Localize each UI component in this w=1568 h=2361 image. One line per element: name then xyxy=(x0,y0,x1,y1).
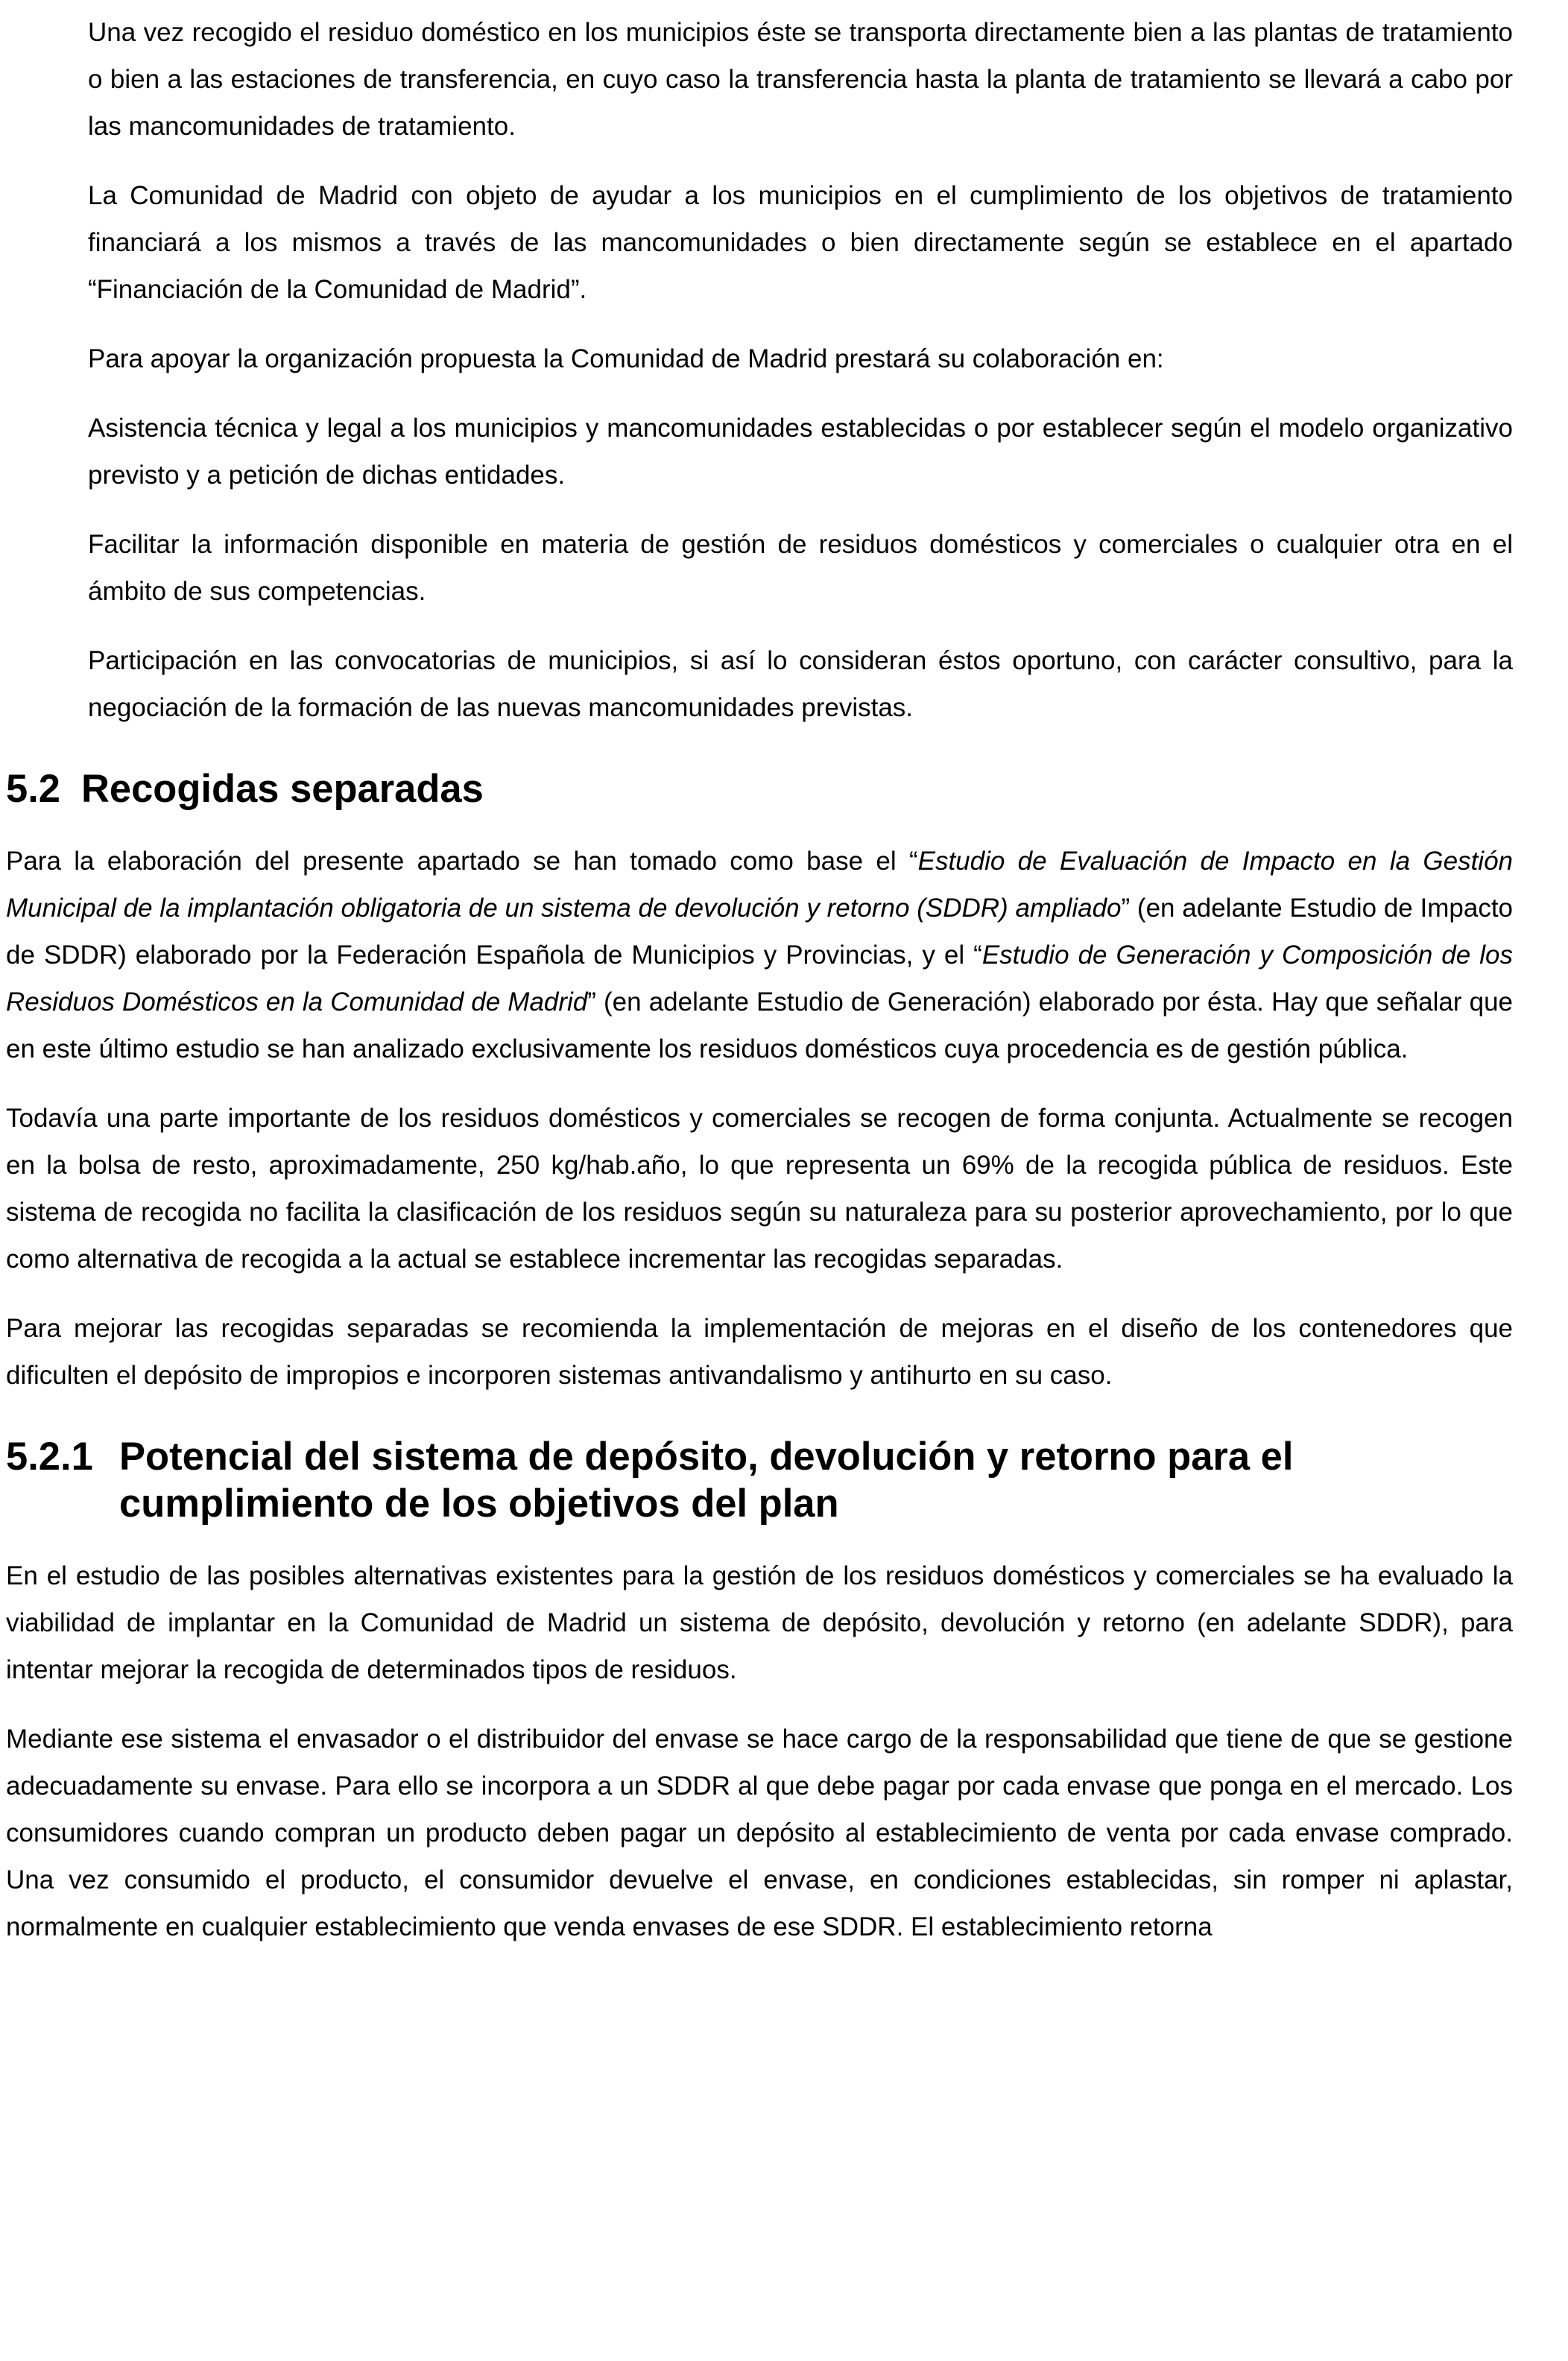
paragraph-information xyxy=(88,521,1513,615)
paragraph-financing xyxy=(88,172,1513,313)
paragraph-container-improvements xyxy=(6,1305,1513,1399)
text-run: Asistencia técnica y legal a los municipios y mancomunidades establecidas o por establecer según el modelo organizativo previsto y a petición de dichas entidades. xyxy=(88,414,1513,490)
paragraph-studies-base xyxy=(6,838,1513,1072)
paragraph-sddr-evaluation xyxy=(6,1552,1513,1693)
section-number: 5.2.1 xyxy=(6,1435,93,1479)
text-run: Participación en las convocatorias de municipios, si así lo consideran éstos oportuno, con carácter consultivo, para la negociación de la formación de las nuevas mancomunidades previstas. xyxy=(88,646,1513,722)
text-run: Una vez recogido el residuo doméstico en los municipios éste se transporta directamente bien a las plantas de tratamiento o bien a las estaciones de transferencia, en cuyo caso la transferencia hasta la planta de tratamiento se llevará a cabo por las mancomunidades de tratamiento. xyxy=(88,18,1513,141)
paragraph-technical-assistance xyxy=(88,405,1513,499)
section-number: 5.2 xyxy=(6,767,60,811)
text-run: La Comunidad de Madrid con objeto de ayudar a los municipios en el cumplimiento de los objetivos de tratamiento financiará a los mismos a través de las mancomunidades o bien directamente según se establece en el apartado “Financiación de la Comunidad de Madrid”. xyxy=(88,181,1513,304)
italic-text-run: Estudio de Generación y Composición de los Residuos Domésticos en la Comunidad de Madrid xyxy=(6,941,1513,1017)
paragraph-transport xyxy=(88,9,1513,150)
paragraph-sddr-mechanism xyxy=(6,1716,1513,1950)
text-run: Para la elaboración del presente apartado se han tomado como base el “ xyxy=(6,847,918,876)
italic-text-run: Estudio de Evaluación de Impacto en la Gestión Municipal de la implantación obligatoria de un sistema de devolución y retorno (SDDR) ampliado xyxy=(6,847,1514,923)
text-run: Mediante ese sistema el envasador o el distribuidor del envase se hace cargo de la responsabilidad que tiene de que se gestione adecuadamente su envase. Para ello se incorpora a un SDDR al que debe pagar por cada envase que ponga en el mercado. Los consumidores cuando compran un producto deben pagar un depósito al establecimiento de venta por cada envase comprado. Una vez consumido el producto, el consumidor devuelve el envase, en condiciones establecidas, sin romper ni aplastar, normalmente en cualquier establecimiento que venda envases de ese SDDR. El establecimiento retorna xyxy=(6,1725,1513,1941)
section-title: Recogidas separadas xyxy=(80,767,484,811)
paragraph-current-collection xyxy=(6,1095,1513,1283)
paragraph-participation xyxy=(88,637,1513,731)
text-run: ” (en adelante Estudio de Impacto de SDDR) elaborado por la Federación Española de Municipios y Provincias, y el “ xyxy=(6,894,1514,970)
text-run: Facilitar la información disponible en materia de gestión de residuos domésticos y comerciales o cualquier otra en el ámbito de sus competencias. xyxy=(88,530,1513,606)
text-run: ” (en adelante Estudio de Generación) elaborado por ésta. Hay que señalar que en este último estudio se han analizado exclusivamente los residuos domésticos cuya procedencia es de gestión pública. xyxy=(6,987,1514,1063)
section-heading-5-2 xyxy=(6,765,1513,812)
text-run: Para mejorar las recogidas separadas se recomienda la implementación de mejoras en el diseño de los contenedores que dificulten el depósito de impropios e incorporen sistemas antivandalismo y antihurto en su caso. xyxy=(6,1314,1513,1390)
text-run: En el estudio de las posibles alternativas existentes para la gestión de los residuos domésticos y comerciales se ha evaluado la viabilidad de implantar en la Comunidad de Madrid un sistema de depósito, devolución y retorno (en adelante SDDR), para intentar mejorar la recogida de determinados tipos de residuos. xyxy=(6,1561,1513,1684)
text-run: Todavía una parte importante de los residuos domésticos y comerciales se recogen de forma conjunta. Actualmente se recogen en la bolsa de resto, aproximadamente, 250 kg/hab.año, lo que representa un 69% de la recogida pública de residuos. Este sistema de recogida no facilita la clasificación de los residuos según su naturaleza para su posterior aprovechamiento, por lo que como alternativa de recogida a la actual se establece incrementar las recogidas separadas. xyxy=(6,1104,1513,1274)
section-heading-5-2-1 xyxy=(6,1433,1513,1527)
paragraph-collaboration-intro xyxy=(88,335,1513,382)
section-title: Potencial del sistema de depósito, devolución y retorno para el cumplimiento de los objetivos del plan xyxy=(119,1435,1294,1526)
text-run: Para apoyar la organización propuesta la Comunidad de Madrid prestará su colaboración en: xyxy=(88,344,1164,373)
